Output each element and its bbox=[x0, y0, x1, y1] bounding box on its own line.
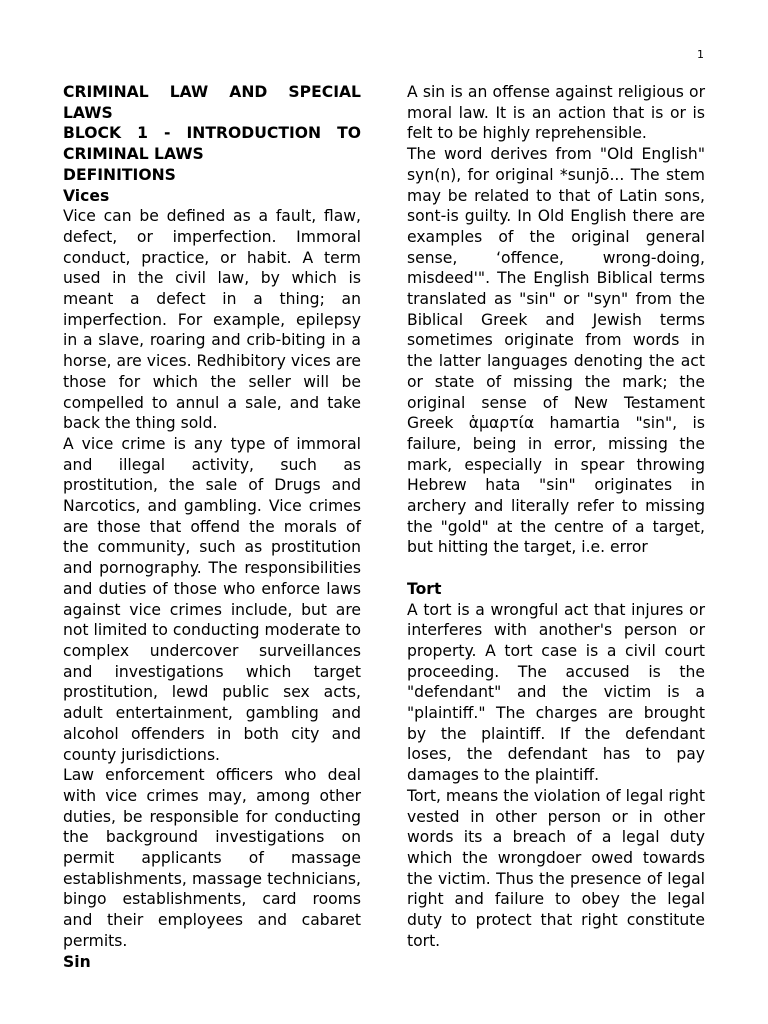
document-title: CRIMINAL LAW AND SPECIAL LAWS bbox=[63, 83, 361, 122]
vices-paragraph-2: A vice crime is any type of immoral and illegal activity, such as prostitution, the sale of Drugs and Narcotics, and gambling. Vice crimes are those that offend the morals of the community, such as prostitution and pornography. The responsibilities and duties of those who enforce laws against vice crimes include, but are not limited to conducting moderate to complex undercover surveillances and investigations which target prostitution, lewd public sex acts, adult entertainment, gambling and alcohol offenders in both city and county jurisdictions. bbox=[63, 434, 361, 764]
tort-heading: Tort bbox=[407, 579, 442, 598]
tort-paragraph-1: A tort is a wrongful act that injures or interferes with another's person or property. A tort case is a civil court proceeding. The accused is the "defendant" and the victim is a "plaintiff." The charges are brought by the plaintiff. If the defendant loses, the defendant has to pay damages to the plaintiff. bbox=[407, 600, 705, 785]
right-column bbox=[407, 82, 705, 952]
section-spacer bbox=[407, 558, 705, 579]
vices-heading: Vices bbox=[63, 186, 110, 205]
vices-paragraph-1: Vice can be defined as a fault, flaw, defect, or imperfection. Immoral conduct, practice, or habit. A term used in the civil law, by which is meant a defect in a thing; an imperfection. For example, epilepsy in a slave, roaring and crib-biting in a horse, are vices. Redhibitory vices are those for which the seller will be compelled to annul a sale, and take back the thing sold. bbox=[63, 207, 361, 433]
vices-paragraph-3: Law enforcement officers who deal with vice crimes may, among other duties, be responsible for conducting the background investigations on permit applicants of massage establishments, massage technicians, bingo establishments, card rooms and their employees and cabaret permits. bbox=[63, 766, 361, 950]
sin-paragraph-2: The word derives from "Old English" syn(n), for original *sunjō... The stem may be related to that of Latin sons, sont-is guilty. In Old English there are examples of the original general sense, ‘offence, wrong-doing, misdeed'". The English Biblical terms translated as "sin" or "syn" from the Biblical Greek and Jewish terms sometimes originate from words in the latter languages denoting the act or state of missing the mark; the original sense of New Testament Greek ἁμαρτία hamartia "sin", is failure, being in error, missing the mark, especially in spear throwing Hebrew hata "sin" originates in archery and literally refer to missing the "gold" at the centre of a target, but hitting the target, i.e. error bbox=[407, 145, 705, 557]
definitions-heading: DEFINITIONS bbox=[63, 165, 176, 184]
left-column bbox=[63, 82, 361, 972]
block-title: BLOCK 1 - INTRODUCTION TO CRIMINAL LAWS bbox=[63, 124, 361, 164]
sin-paragraph-1: A sin is an offense against religious or moral law. It is an action that is or is felt to be highly reprehensible. bbox=[407, 83, 705, 143]
page-number: 1 bbox=[697, 48, 704, 61]
sin-heading: Sin bbox=[63, 952, 91, 971]
tort-paragraph-2: Tort, means the violation of legal right vested in other person or in other words its a breach of a legal duty which the wrongdoer owed towards the victim. Thus the presence of legal right and failure to obey the legal duty to protect that right constitute tort. bbox=[407, 786, 705, 950]
